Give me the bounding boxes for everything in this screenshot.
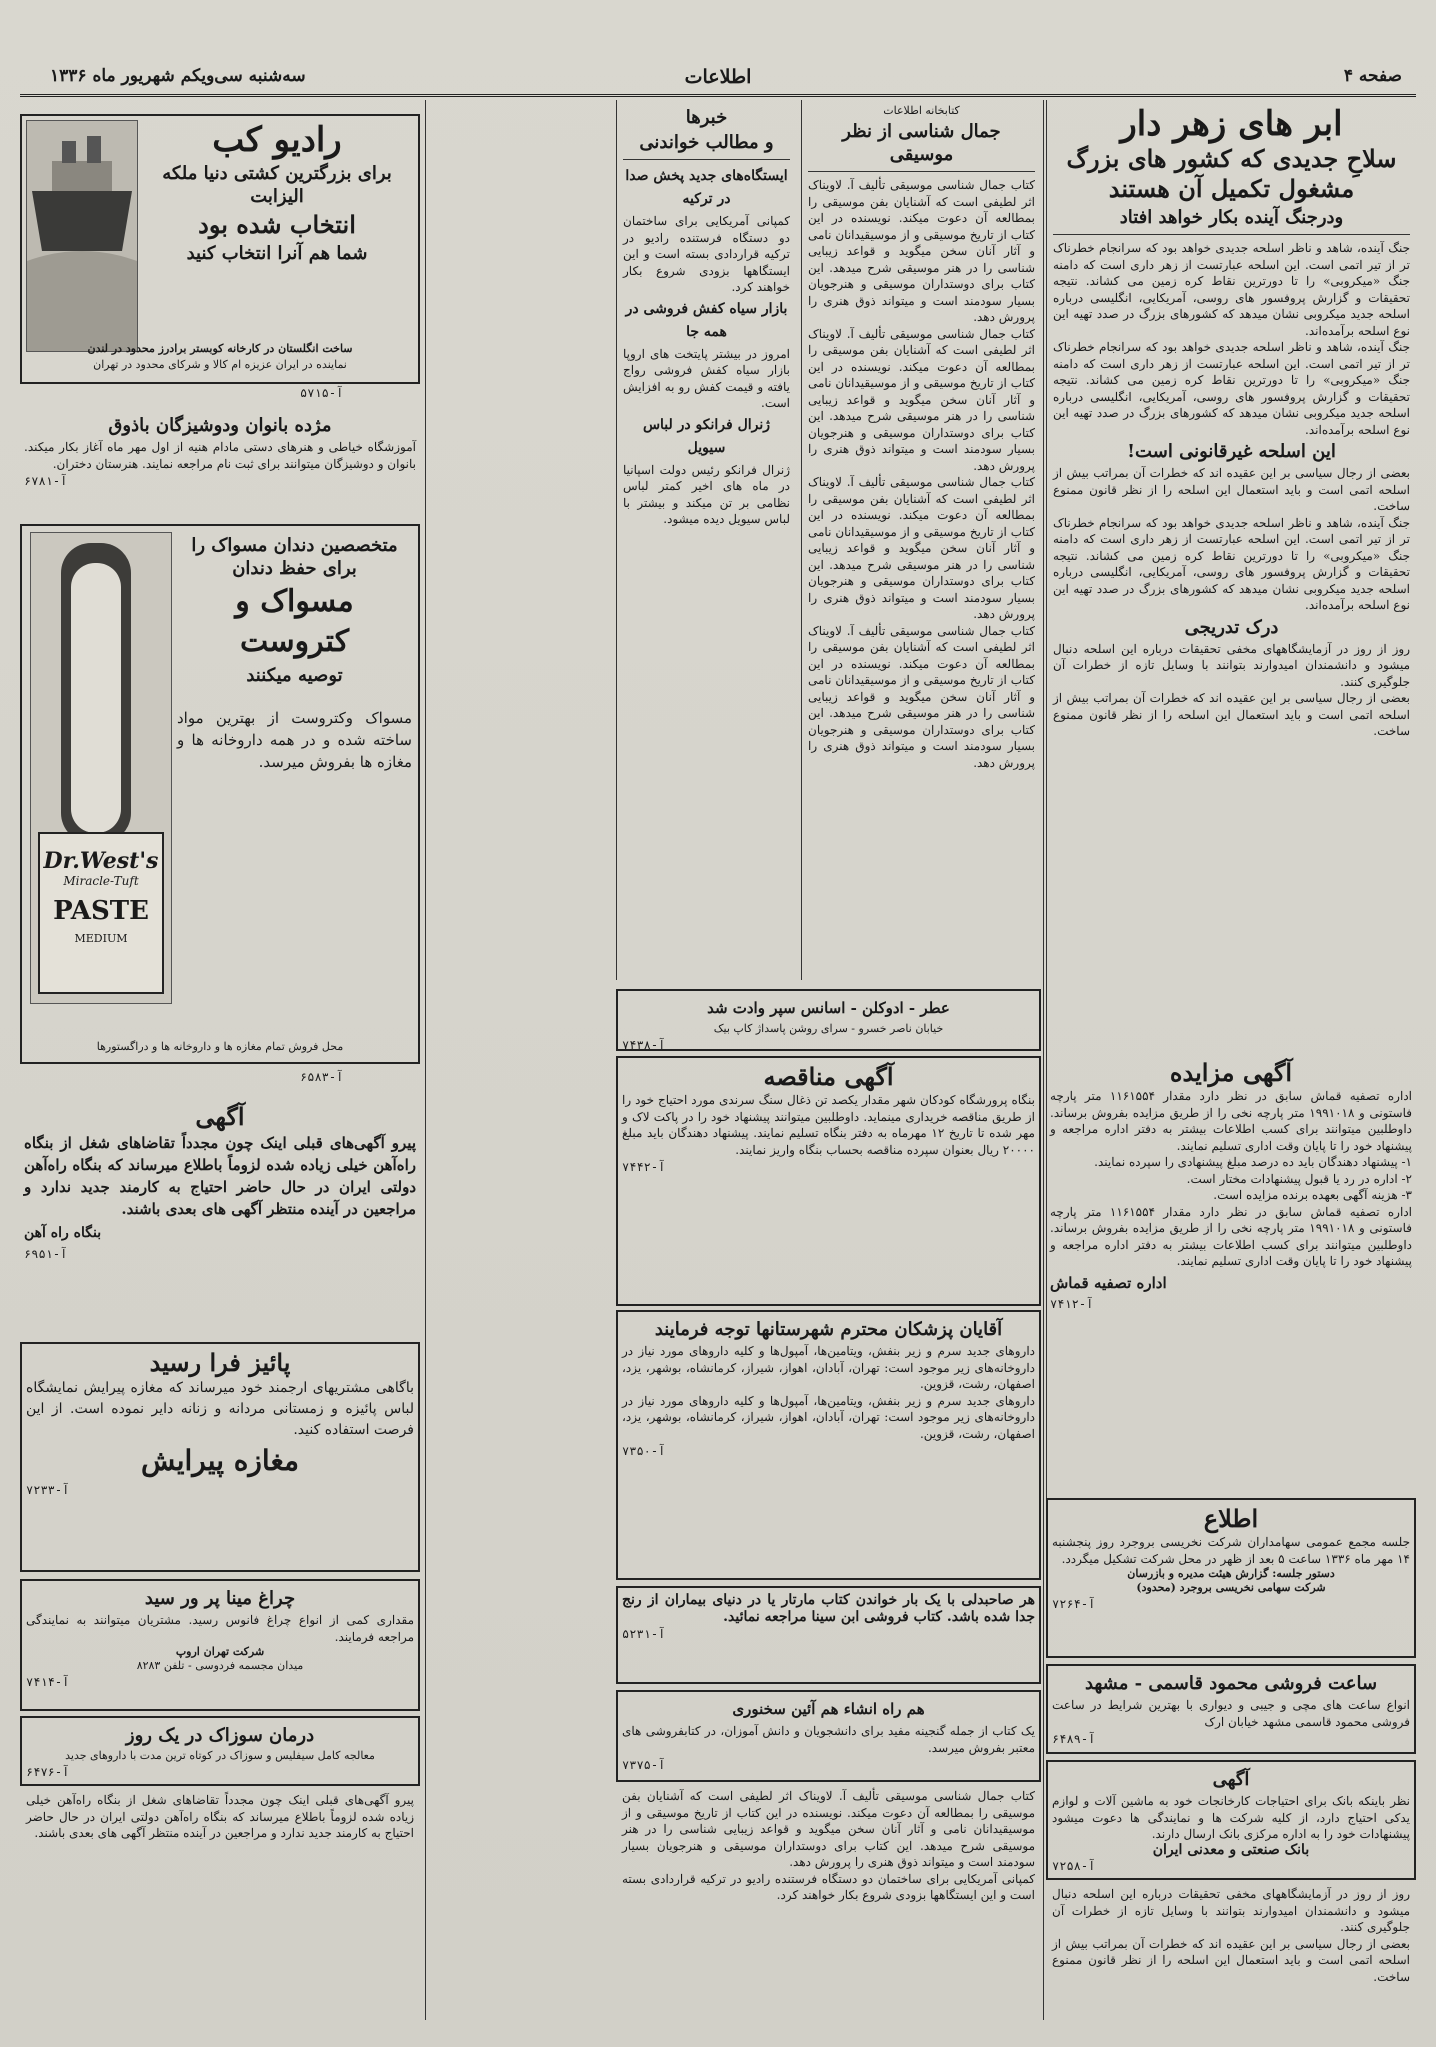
main-headline: ابر های زهر دار bbox=[1120, 104, 1343, 144]
ad-psoriasis bbox=[20, 1716, 420, 1786]
ad-auction bbox=[1046, 1054, 1416, 1494]
spacer-5 bbox=[616, 1498, 624, 1506]
tender-title: آگهی مناقصه bbox=[763, 1062, 894, 1091]
railway-title: آگهی bbox=[195, 1102, 245, 1131]
pharmacy-title: آقایان پزشکان محترم شهرستانها توجه فرمایند bbox=[654, 1319, 1003, 1340]
fashion-title: پائیز فرا رسید bbox=[149, 1348, 291, 1377]
auction-signature: اداره تصفیه قماش bbox=[1050, 1273, 1167, 1292]
ad-tender bbox=[616, 1056, 1041, 1306]
ad-railway bbox=[20, 1098, 420, 1328]
spacer-81 bbox=[1033, 1498, 1041, 1506]
music-kicker: کتابخانه اطلاعات bbox=[883, 104, 960, 117]
spacer-110 bbox=[826, 1498, 834, 1506]
ad-fashion bbox=[20, 1342, 420, 1572]
perfume-body: خیابان ناصر خسرو - سرای روشن پاسداژ کاپ بیک bbox=[713, 1022, 944, 1035]
column-news bbox=[616, 100, 796, 980]
notice-body: جلسه مجمع عمومی سهامداران شرکت نخریسی بروجرد روز پنجشنبه ۱۴ مهر ماه ۱۳۳۶ ساعت ۵ بعد از ظهر در محل شرکت تشکیل میگردد. bbox=[1052, 1535, 1410, 1566]
tender-body: بنگاه پرورشگاه کودکان شهر مقدار یکصد تن ذغال سنگ سرندی مورد احتیاج خود را از طریق مناقصه خریداری مینماید. داوطلبین میتوانند پیشنهاد خود را در پاکت لاک و مهر شده تا تاریخ ۱۲ مهرماه به دفتر بنگاه تسلیم نمایند. پیشنهاد دهندگان باید مبلغ ۲۰۰۰۰ ریال بعنوان سپرده مناقصه بحساب بنگاه واریز نمایند. bbox=[622, 1093, 1035, 1157]
brand-name: Dr.West's bbox=[43, 848, 159, 874]
watch-body: انواع ساعت های مچی و جیبی و دیواری با بهترین شرایط در ساعت فروشی محمود قاسمی مشهد خیابان ارک bbox=[1052, 1698, 1410, 1729]
railway-code: آ-۶۹۵۱ bbox=[24, 1247, 68, 1261]
ship-icon bbox=[27, 121, 137, 351]
main-body-1: جنگ آینده، شاهد و ناظر اسلحه جدیدی خواهد بود که سرانجام خطرناک تر از تیر اتمی است. این اسلحه عبارتست از زهر داری است که دامنه جنگ «میکروبی» را تا دورترین نقاط کره زمین می کشاند. نتیجه تحقیقات و گزارش پروفسور های روسی، آمریکایی، انگلیسی درباره اسلحه جدید میکروبی نشان میدهد که کشورهای بزرگ در صدد تهیه این نوع اسلحه برآمده‌اند. bbox=[1053, 241, 1410, 338]
toothbrush-footer: محل فروش تمام مغازه ها و داروخانه ها و دراگستورها bbox=[96, 1040, 344, 1053]
bank-signature: بانک صنعتی و معدنی ایران bbox=[1152, 1841, 1310, 1858]
left-tail bbox=[20, 1788, 420, 2024]
pharmacy-body: داروهای جدید سرم و زیر بنفش، ویتامین‌ها، آمپول‌ها و کلیه داروهای مورد نیاز در داروخانه‌های زیر موجود است: تهران، آبادان، اهواز، شیراز، کرمانشاه، بوشهر، یزد، اصفهان، رشت، قزوین. bbox=[622, 1344, 1035, 1391]
main-body-1b: جنگ آینده، شاهد و ناظر اسلحه جدیدی خواهد بود که سرانجام خطرناک تر از تیر اتمی است. این اسلحه عبارتست از زهر داری است که دامنه جنگ «میکروبی» را تا دورترین نقاط کره زمین می کشاند. نتیجه تحقیقات و گزارش پروفسور های روسی، آمریکایی، انگلیسی درباره اسلحه جدید میکروبی نشان میدهد که کشورهای بزرگ در صدد تهیه این نوع اسلحه برآمده‌اند. bbox=[1053, 340, 1410, 437]
main-side-title: درک تدریجی bbox=[1184, 616, 1279, 638]
cooking-code: آ-۷۳۷۵ bbox=[622, 1758, 666, 1772]
main-subheadline-1: سلاحِ جدیدی که کشور های بزرگ bbox=[1066, 144, 1397, 173]
book-body: هر صاحبدلی با یک بار خواندن کتاب مارتار یا در دنیای بیماران از رنج جدا شده باشد. کتاب فروشی ابن سینا مراجعه نمائید. bbox=[622, 1592, 1035, 1625]
main-side-body: روز از روز در آزمایشگاههای مخفی تحقیقات درباره این اسلحه دنبال میشود و دانشمندان امیدوارند بتوانند با وسایل تازه از خطرات آن جلوگیری کنند. bbox=[1053, 641, 1410, 689]
main-body-2b: جنگ آینده، شاهد و ناظر اسلحه جدیدی خواهد بود که سرانجام خطرناک تر از تیر اتمی است. این اسلحه عبارتست از زهر داری است که دامنه جنگ «میکروبی» را تا دورترین نقاط کره زمین می کشاند. نتیجه تحقیقات و گزارش پروفسور های روسی، آمریکایی، انگلیسی درباره اسلحه جدید میکروبی نشان میدهد که کشورهای بزرگ در صدد تهیه این نوع اسلحه برآمده‌اند. bbox=[1053, 515, 1410, 612]
sewing-code: آ-۶۷۸۱ bbox=[24, 474, 68, 488]
sewing-title: مژده بانوان ودوشیزگان باذوق bbox=[108, 415, 332, 436]
issue-date: سه‌شنبه سی‌ویکم شهریور ماه ۱۳۳۶ bbox=[50, 66, 306, 86]
music-body: کتاب جمال شناسی موسیقی تألیف آ. لاویناک اثر لطیفی است که آشنایان بفن موسیقی را بمطالعه آن دعوت میکند. نویسنده در این کتاب از تاریخ موسیقی و از موسیقیدانان نامی و آثار آنان سخن میگوید و قواعد زیبایی شناسی را در هنر موسیقی شرح میدهد. این کتاب برای دوستداران موسیقی و هنرجویان بسیار سودمند است و میتواند ذوق هنری را پرورش دهد. bbox=[808, 178, 1035, 324]
ad-cooking bbox=[616, 1690, 1041, 1782]
column-music bbox=[801, 100, 1041, 980]
psoriasis-title: درمان سوزاک در یک روز bbox=[125, 1725, 315, 1746]
pharmacy-body-b: داروهای جدید سرم و زیر بنفش، ویتامین‌ها، آمپول‌ها و کلیه داروهای مورد نیاز در داروخانه‌های زیر موجود است: تهران، آبادان، اهواز، شیراز، کرمانشاه، بوشهر، یزد، اصفهان، رشت، قزوین. bbox=[622, 1393, 1035, 1441]
sewing-body: آموزشگاه خیاطی و هنرهای دستی مادام هنیه از اول مهر ماه آغاز بکار میکند. بانوان و دوشیزگان میتوانند برای ثبت نام مراجعه نمایند. هنرستان دختران. bbox=[24, 440, 416, 471]
ad-radio bbox=[20, 114, 420, 384]
radio-line-3: شما هم آنرا انتخاب کنید bbox=[186, 243, 368, 264]
radio-line-2: انتخاب شده بود bbox=[198, 210, 356, 239]
column-rule-right bbox=[1043, 100, 1044, 2020]
page-header bbox=[20, 60, 1416, 97]
ship-illustration bbox=[26, 120, 138, 352]
toothbrush-line-2: مسواک و کتروست bbox=[235, 584, 354, 659]
auction-item-2: ۲- اداره در رد یا قبول پیشنهادات مختار است. bbox=[1186, 1171, 1412, 1186]
auction-code: آ-۷۴۱۲ bbox=[1050, 1296, 1094, 1311]
railway-signature: بنگاه راه آهن bbox=[24, 1225, 102, 1241]
music-body-d: کتاب جمال شناسی موسیقی تألیف آ. لاویناک اثر لطیفی است که آشنایان بفن موسیقی را بمطالعه آن دعوت میکند. نویسنده در این کتاب از تاریخ موسیقی و از موسیقیدانان نامی و آثار آنان سخن میگوید و قواعد زیبایی شناسی را در هنر موسیقی شرح میدهد. این کتاب برای دوستداران موسیقی و هنرجویان بسیار سودمند است و میتواند ذوق هنری را پرورش دهد. bbox=[808, 623, 1035, 770]
auction-body: اداره تصفیه قماش سابق در نظر دارد مقدار ۱۱۶۱۵۵۴ متر پارچه فاستونی و ۱۹۹۱۰۱۸ متر پارچه نخی را از طریق مزایده بفروش برساند. داوطلبین میتوانند برای کسب اطلاعات بیشتر به دفتر اداره مراجعه و پیشنهاد خود را تا پایان وقت اداری تسلیم نمایند. bbox=[1050, 1089, 1412, 1153]
news-p3: ژنرال فرانکو رئیس دولت اسپانیا در ماه های اخیر کمتر لباس نظامی بر تن میکند و بیشتر با لباس سیویل دیده میشود. bbox=[623, 462, 790, 526]
main-article-tail bbox=[1046, 1882, 1416, 2022]
lamp-code: آ-۷۴۱۴ bbox=[26, 1675, 70, 1689]
bank-code: آ-۷۲۵۸ bbox=[1052, 1858, 1096, 1873]
perfume-title: عطر - ادوکلن - اسانس سپر وادت شد bbox=[707, 999, 950, 1017]
radio-title: رادیو کب bbox=[212, 120, 342, 160]
toothbrush-code: آ-۶۵۸۳ bbox=[300, 1070, 344, 1084]
lamp-company: شرکت تهران اروپ bbox=[175, 1645, 265, 1658]
notice-title: اطلاع bbox=[1203, 1504, 1259, 1533]
cooking-title: هم راه انشاء هم آئین سخنوری bbox=[732, 1700, 925, 1718]
toothbrush-line-3: توصیه میکنند bbox=[246, 665, 343, 686]
ad-bank bbox=[1046, 1760, 1416, 1880]
lamp-address: میدان مجسمه فردوسی - تلفن ۸۲۸۳ bbox=[136, 1659, 304, 1672]
music-title: جمال شناسی از نظر موسیقی bbox=[842, 121, 1001, 165]
auction-title: آگهی مزایده bbox=[1169, 1058, 1293, 1087]
radio-code: آ-۵۷۱۵ bbox=[300, 386, 344, 400]
ad-sewing bbox=[20, 408, 420, 520]
radio-line-4: ساخت انگلستان در کارخانه کوبستر برادرز محدود در لندن bbox=[87, 342, 353, 355]
news-title: و مطالب خواندنی bbox=[639, 132, 774, 153]
toothbrush-body: مسواک وکتروست از بهترین مواد ساخته شده و در همه داروخانه ها و مغازه ها بفروش میرسد. bbox=[177, 709, 412, 771]
main-side-body-b: بعضی از رجال سیاسی بر این عقیده اند که خطرات آن بمراتب بیش از اسلحه اتمی است و باید استعمال این اسلحه را از نظر قانون ممنوع ساخت. bbox=[1053, 691, 1410, 738]
pharmacy-code: آ-۷۳۵۰ bbox=[622, 1444, 666, 1458]
auction-item-3: ۳- هزینه آگهی بعهده برنده مزایده است. bbox=[1213, 1188, 1412, 1202]
news-h3: ژنرال فرانکو در لباس سیویل bbox=[642, 416, 771, 456]
tender-code: آ-۷۴۴۲ bbox=[622, 1160, 666, 1174]
ad-book bbox=[616, 1586, 1041, 1684]
bank-body: نظر باینکه بانک برای احتیاجات کارخانجات خود به ماشین آلات و لوازم یدکی احتیاج دارد، از کلیه شرکت ها و نمایندگی ها دعوت میشود پیشنهادات خود را به اداره مرکزی بانک ارسال دارند. bbox=[1052, 1794, 1410, 1841]
main-tail-body-b: بعضی از رجال سیاسی بر این عقیده اند که خطرات آن بمراتب بیش از اسلحه اتمی است و باید استعمال این اسلحه را از نظر قانون ممنوع ساخت. bbox=[1052, 1936, 1410, 1984]
notice-signature: شرکت سهامی نخریسی بروجرد (محدود) bbox=[1136, 1581, 1326, 1594]
news-h2: بازار سیاه کفش فروشی در همه جا bbox=[625, 300, 788, 340]
auction-item-1: ۱- پیشنهاد دهندگان باید ده درصد مبلغ پیشنهادی را سپرده نمایند. bbox=[1094, 1155, 1412, 1169]
spacer-65 bbox=[1033, 1594, 1041, 1602]
perfume-code: آ-۷۴۳۸ bbox=[622, 1038, 666, 1051]
ad-perfume bbox=[616, 989, 1041, 1051]
radio-line-1: برای بزرگترین کشتی دنیا ملکه الیزابت bbox=[162, 163, 392, 207]
music-body-b: کتاب جمال شناسی موسیقی تألیف آ. لاویناک اثر لطیفی است که آشنایان بفن موسیقی را بمطالعه آن دعوت میکند. نویسنده در این کتاب از تاریخ موسیقی و از موسیقیدانان نامی و آثار آنان سخن میگوید و قواعد زیبایی شناسی را در هنر موسیقی شرح میدهد. این کتاب برای دوستداران موسیقی و هنرجویان بسیار سودمند است و میتواند ذوق هنری را پرورش دهد. bbox=[808, 326, 1035, 473]
brand-sub: Miracle-Tuft bbox=[63, 874, 139, 888]
ad-lamp bbox=[20, 1579, 420, 1711]
middle-tail-body-b: کمپانی آمریکایی برای ساختمان دو دستگاه فرستنده رادیو در ترکیه قراردادی بسته است و این ایستگاهها بزودی شروع بکار خواهند کرد. bbox=[622, 1871, 1035, 1902]
bank-title: آگهی bbox=[1212, 1769, 1250, 1790]
watch-code: آ-۶۴۸۹ bbox=[1052, 1732, 1096, 1746]
news-p2: امروز در بیشتر پایتخت های اروپا بازار سیاه کفش فروشی رواج یافته و قیمت کفش رو به افزایش است. bbox=[623, 346, 790, 410]
news-h1: ایستگاه‌های جدید پخش صدا در ترکیه bbox=[625, 168, 788, 207]
news-p1: کمپانی آمریکایی برای ساختمان دو دستگاه فرستنده رادیو در ترکیه قراردادی بسته است و این ایستگاهها بزودی شروع بکار خواهند کرد. bbox=[623, 214, 790, 294]
radio-line-5: نماینده در ایران عزیزه ام کالا و شرکای محدود در تهران bbox=[93, 358, 347, 371]
spacer-61 bbox=[826, 1534, 834, 1542]
news-kicker: خبرها bbox=[685, 107, 728, 128]
book-code: آ-۵۲۳۱ bbox=[622, 1627, 666, 1641]
main-subheadline-3: ودرجنگ آینده بکار خواهد افتاد bbox=[1119, 207, 1344, 228]
main-subhead: این اسلحه غیرقانونی است! bbox=[1127, 441, 1336, 462]
column-rule-left bbox=[425, 100, 426, 2020]
toothbrush-illustration bbox=[30, 532, 172, 1004]
psoriasis-code: آ-۶۴۷۶ bbox=[26, 1765, 70, 1779]
middle-tail-body: کتاب جمال شناسی موسیقی تألیف آ. لاویناک اثر لطیفی است که آشنایان بفن موسیقی را بمطالعه آن دعوت میکند. نویسنده در این کتاب از تاریخ موسیقی و از موسیقیدانان نامی و آثار آنان سخن میگوید و قواعد زیبایی شناسی را در هنر موسیقی شرح میدهد. این کتاب برای دوستداران موسیقی و هنرجویان بسیار سودمند است و میتواند ذوق هنری را پرورش دهد. bbox=[622, 1789, 1035, 1869]
main-body-2: بعضی از رجال سیاسی بر این عقیده اند که خطرات آن بمراتب بیش از اسلحه اتمی است و باید استعمال این اسلحه را از نظر قانون ممنوع ساخت. bbox=[1053, 466, 1410, 513]
brand-paste: PASTE bbox=[53, 896, 149, 926]
lamp-body: مقداری کمی از انواع چراغ فانوس رسید. مشتریان میتوانند به نمایندگی مراجعه فرمایند. bbox=[26, 1613, 414, 1644]
fashion-body: باگاهی مشتریهای ارجمند خود میرساند که مغازه پیرایش نمایشگاه لباس پائیزه و زمستانی مردانه و زنانه دایر نموده است. از این فرصت استفاده کنید. bbox=[26, 1380, 414, 1438]
toothbrush-line-1: متخصصین دندان مسواک را برای حفظ دندان bbox=[191, 535, 398, 579]
ad-notice bbox=[1046, 1498, 1416, 1658]
auction-body-b: اداره تصفیه قماش سابق در نظر دارد مقدار ۱۱۶۱۵۵۴ متر پارچه فاستونی و ۱۹۹۱۰۱۸ متر پارچه نخی را از طریق مزایده بفروش برساند. داوطلبین میتوانند برای کسب اطلاعات بیشتر به دفتر اداره مراجعه و پیشنهاد خود را تا پایان وقت اداری تسلیم نمایند. bbox=[1050, 1204, 1412, 1268]
main-tail-body: روز از روز در آزمایشگاههای مخفی تحقیقات درباره این اسلحه دنبال میشود و دانشمندان امیدوارند بتوانند با وسایل تازه از خطرات آن جلوگیری کنند. bbox=[1052, 1887, 1410, 1934]
notice-code: آ-۷۲۶۴ bbox=[1052, 1597, 1096, 1611]
railway-body: پیرو آگهی‌های قبلی اینک چون مجدداً تقاضاهای شغل از بنگاه راه‌آهن خیلی زیاده شده لزوماً باطلاع میرساند که بنگاه راه‌آهن دولتی ایران در حال حاضر احتیاج به کارمند جدید ندارد و مراجعین در آینده منتظر آگهی های بعدی باشند. bbox=[24, 1134, 416, 1218]
paper-name: اطلاعات bbox=[684, 66, 752, 88]
brand-medium: MEDIUM bbox=[74, 932, 128, 945]
middle-tail bbox=[616, 1784, 1041, 2024]
cooking-body: یک کتاب از جمله گنجینه مفید برای دانشجویان و دانش آموزان، در کتابفروشی های معتبر بفروش میرسد. bbox=[622, 1724, 1035, 1755]
ad-watch bbox=[1046, 1664, 1416, 1754]
fashion-brand: مغازه پیرایش bbox=[141, 1444, 299, 1477]
ad-toothbrush bbox=[20, 524, 420, 1064]
lamp-title: چراغ مینا پر ور سید bbox=[144, 1588, 296, 1609]
left-tail-body: پیرو آگهی‌های قبلی اینک چون مجدداً تقاضاهای شغل از بنگاه راه‌آهن خیلی زیاده شده لزوماً باطلاع میرساند که بنگاه راه‌آهن دولتی ایران در حال حاضر احتیاج به کارمند جدید ندارد و مراجعین در آینده منتظر آگهی های بعدی باشند. bbox=[26, 1793, 414, 1840]
music-body-c: کتاب جمال شناسی موسیقی تألیف آ. لاویناک اثر لطیفی است که آشنایان بفن موسیقی را بمطالعه آن دعوت میکند. نویسنده در این کتاب از تاریخ موسیقی و از موسیقیدانان نامی و آثار آنان سخن میگوید و قواعد زیبایی شناسی را در هنر موسیقی شرح میدهد. این کتاب برای دوستداران موسیقی و هنرجویان بسیار سودمند است و میتواند ذوق هنری را پرورش دهد. bbox=[808, 475, 1035, 621]
psoriasis-body: معالجه کامل سیفلیس و سوزاک در کوتاه ترین مدت با داروهای جدید bbox=[65, 1749, 375, 1762]
fashion-code: آ-۷۲۳۳ bbox=[26, 1483, 70, 1497]
notice-sub: دستور جلسه: گزارش هیئت مدیره و بازرسان bbox=[1127, 1567, 1335, 1580]
page-number: صفحه ۴ bbox=[1343, 66, 1402, 86]
watch-title: ساعت فروشی محمود قاسمی - مشهد bbox=[1084, 1673, 1378, 1694]
main-subheadline-2: مشغول تکمیل آن هستند bbox=[1108, 174, 1355, 203]
